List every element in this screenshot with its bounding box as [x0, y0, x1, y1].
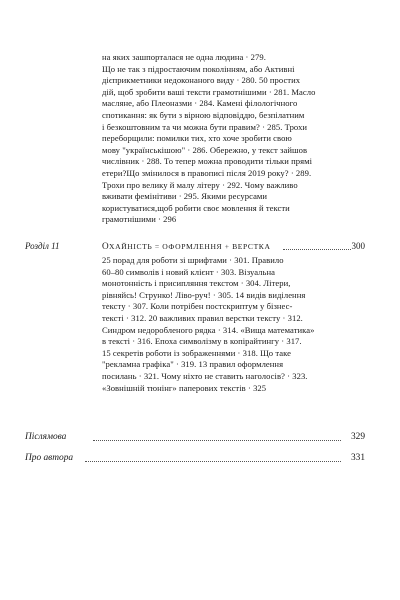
chapter-title-initial: О: [102, 241, 110, 251]
chapter-11-entries: [102, 255, 322, 394]
toc-line: 25 порад для роботи зі шрифтами · 301. Правило: [102, 255, 284, 265]
toc-line: дій, щоб зробити ваші тексти грамотнішими · 281. Масло: [102, 86, 316, 97]
toc-line: Що не так з підростаючим поколінням, або Активні: [102, 63, 295, 74]
toc-line: і безкоштовним та чи можна бути правим? · 285. Трохи: [102, 121, 308, 132]
toc-line: числівник · 288. То тепер можна проводити тільки прямі: [102, 156, 313, 167]
about-author-label: Про автора: [25, 453, 74, 463]
chapter-label: Розділ 11: [25, 241, 60, 251]
toc-line: Трохи про велику й малу літеру · 292. Чому важливо: [102, 179, 298, 190]
about-author-page-number: 331: [350, 453, 365, 463]
afterword-label: Післямова: [25, 432, 67, 442]
toc-line: посилань · 321. Чому ніхто не ставить наголосів? · 323.: [102, 370, 308, 381]
toc-line: "рекламна графіка" · 319. 13 правил оформлення: [102, 359, 284, 370]
chapter-page-number: 300: [351, 241, 365, 251]
toc-line: спотикання: як бути з вірною відповіддю, безпілатним: [102, 109, 305, 120]
toc-line: 15 секретів роботи із зображеннями · 318. Що таке: [102, 347, 292, 358]
toc-entry-about-author: [25, 452, 365, 465]
toc-line: рівняйсь! Струнко! Ліво-руч! · 305. 14 видів виділення: [102, 289, 306, 300]
toc-line: переборщили: помилки тих, хто хоче зробити свою: [102, 133, 292, 144]
toc-line: тексті · 312. 20 важливих правил верстки тексту · 312.: [102, 312, 303, 323]
toc-line: етери?Що змінилося в правописі після 2019 року? · 289.: [102, 167, 312, 178]
chapter-title: [102, 240, 271, 253]
chapter-title-rest: ХАЙНІСТЬ = ОФОРМЛЕННЯ + ВЕРСТКА: [109, 242, 271, 251]
afterword-page-number: 329: [350, 432, 365, 442]
toc-line: вживати фемінітиви · 295. Якими ресурсами: [102, 191, 268, 202]
toc-line: дієприкметники недоконаного виду · 280. 50 простих: [102, 75, 301, 86]
toc-entry-afterword: [25, 431, 365, 444]
toc-line: 60–80 символів і новий клієнт · 303. Візуальна: [102, 266, 275, 277]
chapter-11-heading: [25, 240, 365, 253]
dot-leader: [93, 440, 341, 441]
toc-line: в тексті · 316. Епоха символізму в копірайтингу · 317.: [102, 336, 302, 347]
toc-line: тексту · 307. Коли потрібен постскриптум у бізнес-: [102, 301, 293, 312]
toc-line: користуватися,щоб робити своє мовлення й тексти: [102, 202, 290, 213]
toc-line: «Зовнішній тюнінг» паперових текстів · 325: [102, 382, 267, 393]
toc-line: мову "українськішою" · 286. Обережно, у текст зайшов: [102, 144, 308, 155]
toc-line: монотонність і присипляння текстом · 304. Літери,: [102, 278, 291, 289]
toc-continued-entries: [102, 52, 322, 226]
toc-line: на яких зашпорталася не одна людина · 279.: [102, 52, 266, 62]
toc-line: масляне, або Плеоназми · 284. Камені філологічного: [102, 98, 298, 109]
toc-line: грамотнішими · 296: [102, 214, 177, 225]
toc-line: Синдром недоробленого рядка · 314. «Вища математика»: [102, 324, 315, 335]
dot-leader: [283, 249, 351, 250]
dot-leader: [85, 461, 341, 462]
